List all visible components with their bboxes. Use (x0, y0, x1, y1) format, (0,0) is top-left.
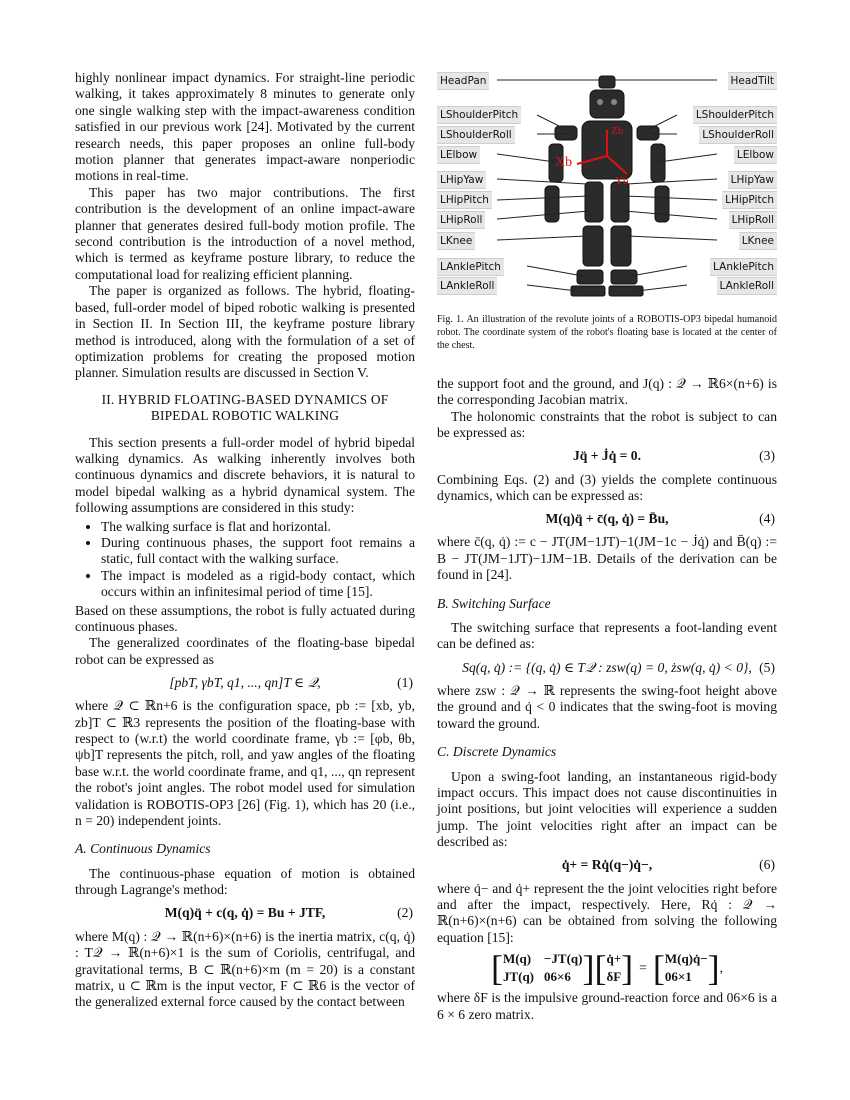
equation-number: (4) (759, 511, 775, 527)
equation-body: M(q)q̈ + c(q, q̇) = Bu + JTF, (164, 905, 326, 921)
axis-y-label: Yb (615, 175, 629, 187)
joint-label-right: LKnee (739, 232, 777, 250)
subsection-heading: B. Switching Surface (437, 595, 551, 611)
joint-label-left: LElbow (437, 146, 480, 164)
robot-figure (437, 66, 777, 310)
equation-number: (3) (759, 448, 775, 464)
paragraph: where q̇− and q̇+ represent the the joint velocities right before and after the impact, respectively. Here, Rq̇ : 𝒬 → ℝ(n+6)×(n+6) can be obtained from solving the following equation [15]: (437, 880, 777, 945)
rhs-cell: 06×1 (664, 969, 692, 985)
equation-3 (437, 442, 777, 472)
paragraph: The continuous-phase equation of motion is obtained through Lagrange's method: (75, 865, 415, 898)
paragraph: where c̄(q, q̇) := c − JT(JM−1JT)−1(JM−1c − J̇q̇) and B̄(q) := B − JT(JM−1JT)−1JM−1B. Details of the derivation can be found in [24]. (437, 534, 777, 583)
equation-number: (2) (397, 905, 413, 921)
joint-label-left: LAnklePitch (437, 258, 504, 276)
joint-label-right: LAnklePitch (710, 258, 777, 276)
joint-label-left: LShoulderRoll (437, 126, 515, 144)
matrix-cell: 06×6 (544, 969, 571, 985)
equation-number: (1) (397, 675, 413, 691)
paragraph: Upon a swing-foot landing, an instantaneous rigid-body impact occurs. This impact does not cause discontinuities in joint positions, but joint velocities will experience a sudden jump. The joint velocities right after an impact can be described as: (437, 768, 777, 850)
lhs-matrix: [ M(q) −JT(q) JT(q) 06×6 ] [ q̇+ δF ] = [ M(q)q̇− 06×1 ] , (490, 948, 724, 989)
paragraph: Based on these assumptions, the robot is fully actuated during continuous phases. (75, 602, 415, 634)
equation-number: (5) (759, 659, 775, 675)
joint-label-left: LHipYaw (437, 171, 486, 189)
paragraph: The generalized coordinates of the floating-base bipedal robot can be expressed as (75, 635, 415, 667)
paragraph: The paper is organized as follows. The hybrid, floating-based, full-order model of biped robotic walking is presented in Section II. In Section III, the keyframe posture library method is introduced, along with the formulation of a set of optimization problems for creating the proposed motion planner. Simulation results are discussed in Section V. (75, 283, 415, 381)
joint-label-left: HeadPan (437, 72, 489, 90)
joint-label-left: LShoulderPitch (437, 106, 521, 124)
equation-2 (75, 899, 415, 929)
joint-label-right: HeadTilt (728, 72, 778, 90)
paragraph: where M(q) : 𝒬 → ℝ(n+6)×(n+6) is the inertia matrix, c(q, q̇) : T𝒬 → ℝ(n+6)×1 is the sum of Coriolis, centrifugal, and gravitational terms, B ⊂ ℝ(n+6)×m (m = 20) is a constant matrix, u ⊂ ℝm is the input vector, F ⊂ ℝ6 is the vector of the generalized external force caused by the contact between (75, 928, 415, 1010)
equation-5 (437, 653, 777, 683)
list-item: • During continuous phases, the support foot remains a static, full contact with the walking surface. (101, 535, 415, 568)
figure-caption: Fig. 1. An illustration of the revolute joints of a ROBOTIS-OP3 bipedal humanoid robot. The coordinate system of the robot's floating base is located at the center of the chest. (437, 314, 777, 351)
joint-label-right: LShoulderPitch (693, 106, 777, 124)
list-item: • The impact is modeled as a rigid-body contact, which occurs within an infinitesimal period of time [15]. (101, 568, 415, 601)
joint-label-right: LHipYaw (728, 171, 777, 189)
equation-6 (437, 851, 777, 881)
paragraph: Combining Eqs. (2) and (3) yields the complete continuous dynamics, which can be expressed as: (437, 471, 777, 504)
rhs-cell: M(q)q̇− (664, 950, 708, 966)
matrix-cell: −JT(q) (544, 950, 583, 966)
paragraph: The switching surface that represents a foot-landing event can be defined as: (437, 620, 777, 652)
paragraph: where δF is the impulsive ground-reaction force and 06×6 is a 6 × 6 zero matrix. (437, 990, 777, 1022)
assumption-list (75, 519, 415, 601)
equation-body: q̇+ = Rq̇(q−)q̇−, (561, 857, 653, 873)
joint-label-right: LShoulderRoll (699, 126, 777, 144)
equation-number: (6) (759, 857, 775, 873)
equation-4 (437, 504, 777, 534)
axis-z-label: Zb (611, 125, 624, 137)
vector-cell: δF (606, 969, 622, 985)
paragraph: This section presents a full-order model of hybrid bipedal walking dynamics. As walking inherently involves both continuous dynamics and discrete behaviors, it is natural to model bipedal walking as a hybrid dynamical system. The following assumptions are considered in this study: (75, 434, 415, 516)
vector-cell: q̇+ (606, 950, 622, 966)
list-item: • The walking surface is flat and horizontal. (101, 519, 415, 535)
joint-label-right: LAnkleRoll (717, 277, 777, 295)
paragraph: This paper has two major contributions. The first contribution is the development of an online impact-aware planner that generates desired full-body motion profile. The second contribution is the introduction of a novel method, which is termed as keyframe posture library, to reduce the computational load for realizing efficient planning. (75, 184, 415, 282)
paragraph: the support foot and the ground, and J(q) : 𝒬 → ℝ6×(n+6) is the corresponding Jacobian matrix. (437, 376, 777, 408)
matrix-cell: M(q) (502, 950, 532, 966)
paragraph: where zsw : 𝒬 → ℝ represents the swing-foot height above the ground and q̇ < 0 indicates that the swing-foot is moving toward the ground. (437, 682, 777, 731)
joint-label-left: LKnee (437, 232, 475, 250)
left-column (75, 70, 415, 1011)
equation-body: Jq̈ + J̇q̇ = 0. (573, 448, 641, 464)
paragraph: The holonomic constraints that the robot is subject to can be expressed as: (437, 408, 777, 441)
subsection-heading: C. Discrete Dynamics (437, 744, 557, 760)
equation-body: Sq(q, q̇) := {(q, q̇) ∈ T𝒬 : zsw(q) = 0, żsw(q, q̇) < 0}, (462, 659, 752, 675)
matrix-cell: JT(q) (502, 969, 534, 985)
equation-1 (75, 668, 415, 698)
subsection-heading: A. Continuous Dynamics (75, 841, 211, 857)
joint-label-left: LAnkleRoll (437, 277, 497, 295)
paragraph: where 𝒬 ⊂ ℝn+6 is the configuration space, pb := [xb, yb, zb]T ⊂ ℝ3 represents the position of the floating-base with respect to (w.r.t) the world coordinate frame, γb := [φb, θb, ψb]T represents the pitch, roll, and yaw angles of the floating base w.r.t. the world coordinate frame, and q1, ..., qn represent the robot's joint angles. The robot model used for simulation validation is ROBOTIS-OP3 [26] (Fig. 1), which has 20 (i.e., n = 20) independent joints. (75, 698, 415, 829)
right-column (437, 376, 777, 1023)
axis-x-label: Xb (555, 155, 573, 170)
equation-body: [pbT, γbT, q1, ..., qn]T ∈ 𝒬, (169, 675, 321, 691)
equation-body: M(q)q̈ + c̄(q, q̇) = B̄u, (545, 511, 669, 527)
joint-label-left: LHipRoll (437, 211, 485, 229)
joint-label-right: LElbow (734, 146, 777, 164)
joint-label-right: LHipRoll (729, 211, 777, 229)
equation-7 (437, 946, 777, 990)
section-heading: II. HYBRID FLOATING-BASED DYNAMICS OF BIPEDAL ROBOTIC WALKING (101, 391, 389, 424)
joint-label-left: LHipPitch (437, 191, 492, 209)
paragraph: highly nonlinear impact dynamics. For straight-line periodic walking, it takes approximately 8 minutes to generate only one single walking step with the impact-awareness condition satisfied in our previous work [24]. Motivated by the current research needs, this paper proposes an online full-body motion planner that generates impact-aware nonperiodic motions in real-time. (75, 70, 415, 184)
joint-label-right: LHipPitch (722, 191, 777, 209)
